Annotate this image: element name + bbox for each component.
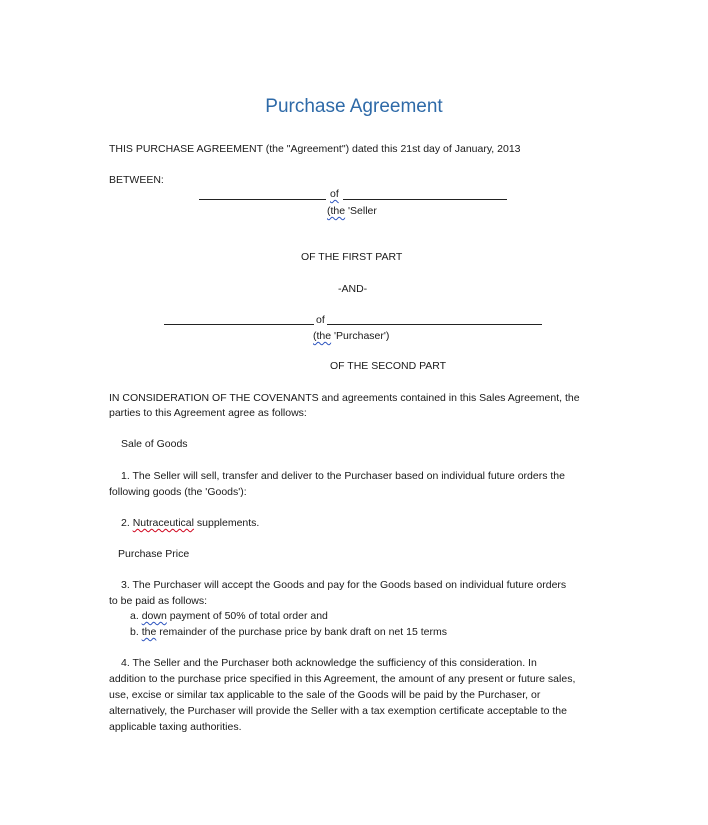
second-part-label: OF THE SECOND PART <box>330 360 447 372</box>
seller-name-blank <box>199 199 326 200</box>
seller-address-blank <box>343 199 507 200</box>
item-2-misspelled-word: Nutraceutical <box>132 517 194 529</box>
item-2-rest: supplements. <box>193 517 260 529</box>
item-1-line-2: following goods (the 'Goods'): <box>109 486 247 498</box>
item-3-line-1: 3. The Purchaser will accept the Goods and pay for the Goods based on individual future orders <box>121 579 567 591</box>
purchaser-name-blank <box>164 324 314 325</box>
item-4-line-3: use, excise or similar tax applicable to the sale of the Goods will be paid by the Purchaser, or <box>109 689 541 701</box>
purchaser-role-text: 'Purchaser') <box>331 330 390 342</box>
item-2 <box>121 516 259 532</box>
between-label: BETWEEN: <box>109 174 164 186</box>
seller-the-text: (the <box>327 205 346 217</box>
seller-of-text: of <box>330 188 339 200</box>
purchase-price-heading: Purchase Price <box>118 548 190 560</box>
item-4-line-1: 4. The Seller and the Purchaser both acknowledge the sufficiency of this consideration. In <box>121 657 537 669</box>
item-3b-letter: b. <box>130 626 142 638</box>
item-3a-flagged-word: down <box>141 610 167 622</box>
first-part-label: OF THE FIRST PART <box>301 251 403 263</box>
item-3b-rest: remainder of the purchase price by bank draft on net 15 terms <box>156 626 447 638</box>
document-title: Purchase Agreement <box>265 96 443 117</box>
and-separator: -AND- <box>338 283 368 295</box>
consideration-line-1: IN CONSIDERATION OF THE COVENANTS and agreements contained in this Sales Agreement, the <box>109 392 580 404</box>
item-3b-flagged-word: the <box>141 626 157 638</box>
item-3b <box>130 625 447 641</box>
seller-of-label <box>330 187 339 203</box>
consideration-line-2: parties to this Agreement agree as follows: <box>109 407 307 419</box>
purchaser-the-text: (the <box>313 330 332 342</box>
purchaser-address-blank <box>327 324 542 325</box>
item-4-line-4: alternatively, the Purchaser will provide the Seller with a tax exemption certificate acceptable to the <box>109 705 567 717</box>
item-4-line-2: addition to the purchase price specified in this Agreement, the amount of any present or future sales, <box>109 673 576 685</box>
seller-role-text: 'Seller <box>345 205 377 217</box>
item-4-line-5: applicable taxing authorities. <box>109 721 242 733</box>
item-3a-rest: payment of 50% of total order and <box>166 610 328 622</box>
agreement-intro: THIS PURCHASE AGREEMENT (the "Agreement") dated this 21st day of January, 2013 <box>109 143 521 155</box>
purchaser-of-label: of <box>316 314 325 326</box>
item-3a-letter: a. <box>130 610 142 622</box>
item-2-number: 2. <box>121 517 133 529</box>
seller-designation <box>327 204 377 220</box>
item-3a <box>130 609 328 625</box>
item-3-line-2: to be paid as follows: <box>109 595 208 607</box>
purchaser-designation <box>313 329 389 345</box>
item-1-line-1: 1. The Seller will sell, transfer and deliver to the Purchaser based on individual future orders the <box>121 470 565 482</box>
sale-of-goods-heading: Sale of Goods <box>121 438 188 450</box>
